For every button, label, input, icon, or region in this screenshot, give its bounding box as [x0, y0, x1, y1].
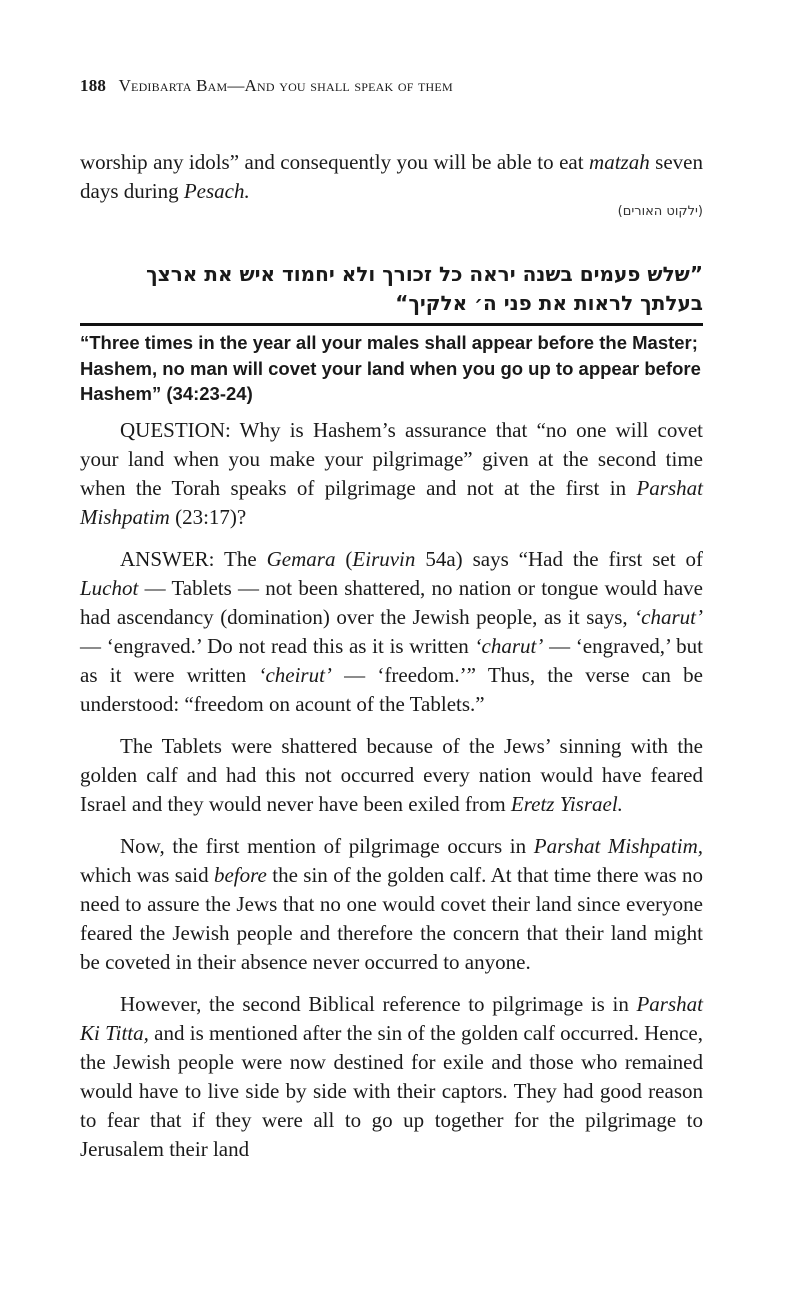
text-run: seven days during	[80, 150, 703, 203]
tablets-paragraph: The Tablets were shattered because of the Jews’ sinning with the golden calf and had this not occurred every nation would have feared Israel and they would never have been exiled from Eretz Yisrael.	[80, 734, 703, 816]
italic-term: matzah	[589, 150, 650, 174]
running-title: Vedibarta Bam—And you shall speak of them	[118, 76, 453, 95]
italic-term: Pesach.	[183, 179, 250, 203]
answer-paragraph: ANSWER: The Gemara (Eiruvin 54a) says “Had the first set of Luchot — Tablets — not been shattered, no nation or tongue would have had ascendancy (domination) over the Jewish people, as it says, ‘charut’ — ‘engraved.’ Do not read this as it is written ‘charut’ — ‘engraved,’ but as it were written ‘cheirut’ — ‘freedom.’” Thus, the verse can be understood: “freedom on acount of the Tablets.”	[80, 547, 704, 716]
running-header	[80, 76, 453, 96]
source-citation: (ילקוט האורים)	[617, 204, 703, 219]
hebrew-line-1: ”שלש פעמים בשנה יראה כל זכורך ולא יחמוד איש את ארצך	[146, 262, 703, 286]
first-mention-paragraph: Now, the first mention of pilgrimage occurs in Parshat Mishpatim, which was said before the sin of the golden calf. At that time there was no need to assure the Jews that no one would covet their land since everyone feared the Jewish people and therefore the concern that their land might be coveted in their absence never occurred to anyone.	[80, 834, 704, 974]
second-reference-paragraph: However, the second Biblical reference to pilgrimage is in Parshat Ki Titta, and is mentioned after the sin of the golden calf occurred. Hence, the Jewish people were now destined for exile and those who remained would have to live side by side with their captors. They had good reason to fear that if they were all to go up together for the pilgrimage to Jerusalem their land	[80, 992, 703, 1161]
text-run: worship any idols” and consequently you will be able to eat	[80, 150, 590, 174]
continuation-paragraph	[80, 148, 703, 206]
hebrew-line-2: בעלתך לראות את פני ה׳ אלקיך“	[395, 291, 703, 315]
section-divider	[80, 323, 703, 326]
question-paragraph: QUESTION: Why is Hashem’s assurance that “no one will covet your land when you make your pilgrimage” given at the second time when the Torah speaks of pilgrimage and not at the first in Parshat Mishpatim (23:17)?	[80, 418, 703, 529]
book-page	[80, 0, 703, 1300]
verse-translation: “Three times in the year all your males shall appear before the Master; Hashem, no man will covet your land when you go up to appear before Hashem” (34:23-24)	[80, 332, 701, 404]
commentary-body	[80, 416, 703, 1164]
hebrew-verse	[120, 260, 703, 318]
page-number: 188	[80, 76, 107, 95]
